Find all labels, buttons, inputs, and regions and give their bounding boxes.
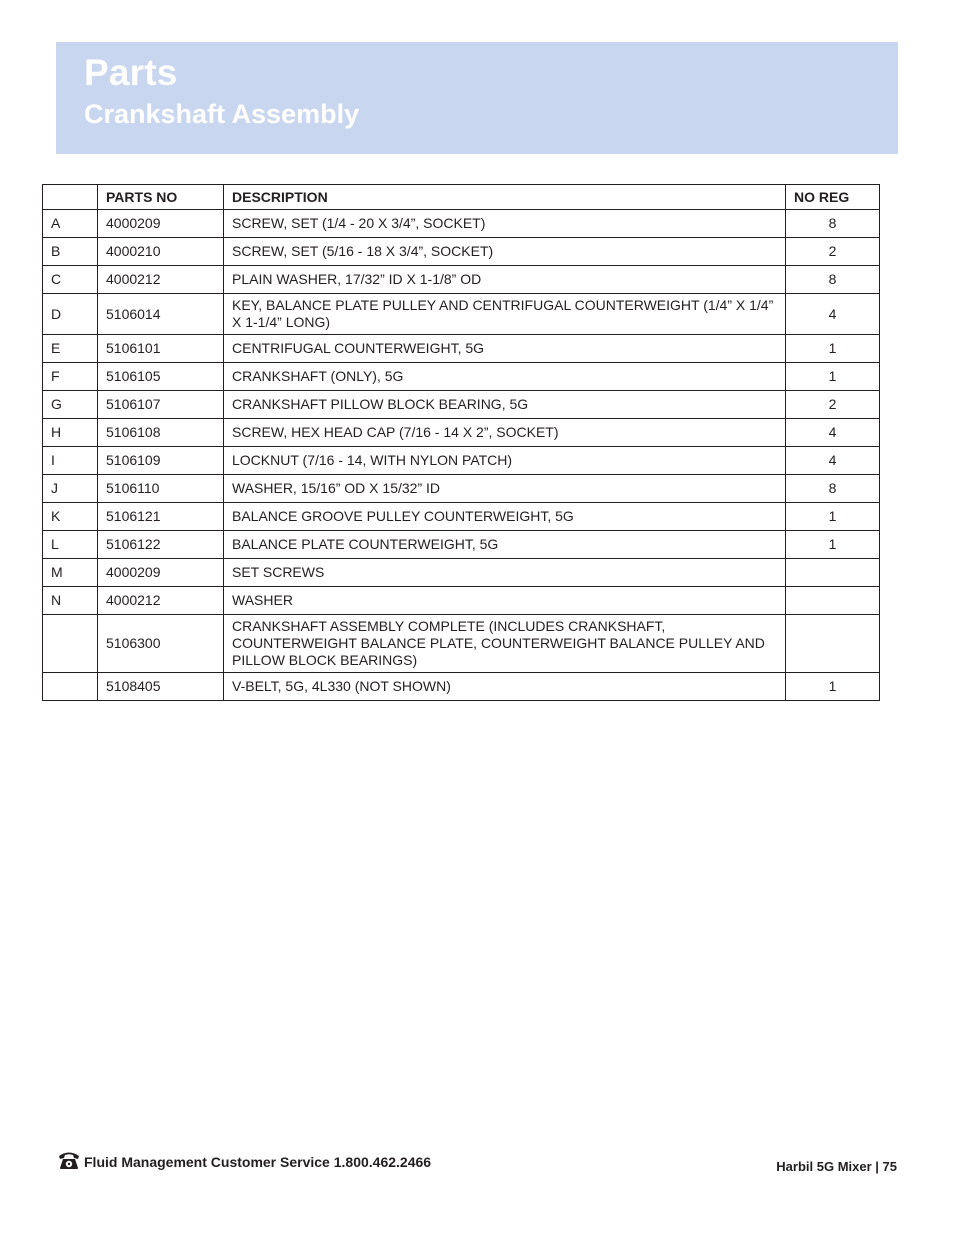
cell-qty — [786, 559, 880, 587]
parts-table-body — [43, 210, 880, 701]
cell-part-no: 5106108 — [98, 419, 224, 447]
cell-qty: 4 — [786, 419, 880, 447]
cell-ref: L — [43, 531, 98, 559]
cell-description: LOCKNUT (7/16 - 14, WITH NYLON PATCH) — [224, 447, 786, 475]
cell-description: SCREW, HEX HEAD CAP (7/16 - 14 X 2”, SOCKET) — [224, 419, 786, 447]
cell-description: SCREW, SET (5/16 - 18 X 3/4”, SOCKET) — [224, 238, 786, 266]
footer-contact-text: Fluid Management Customer Service 1.800.462.2466 — [84, 1154, 432, 1170]
cell-qty: 1 — [786, 673, 880, 701]
cell-qty: 8 — [786, 210, 880, 238]
cell-ref: K — [43, 503, 98, 531]
table-row — [43, 673, 880, 701]
table-row — [43, 238, 880, 266]
cell-ref: G — [43, 391, 98, 419]
page-title: Parts — [84, 52, 178, 93]
column-header-ref — [43, 185, 98, 210]
table-header-row — [43, 185, 880, 210]
cell-part-no: 5106107 — [98, 391, 224, 419]
cell-qty: 8 — [786, 266, 880, 294]
cell-qty: 1 — [786, 363, 880, 391]
cell-ref: J — [43, 475, 98, 503]
cell-part-no: 4000210 — [98, 238, 224, 266]
cell-ref — [43, 673, 98, 701]
cell-qty: 8 — [786, 475, 880, 503]
table-row — [43, 587, 880, 615]
cell-qty: 2 — [786, 238, 880, 266]
table-row — [43, 210, 880, 238]
cell-part-no: 4000209 — [98, 559, 224, 587]
cell-description: SET SCREWS — [224, 559, 786, 587]
cell-part-no: 5106105 — [98, 363, 224, 391]
table-row — [43, 266, 880, 294]
cell-description: WASHER, 15/16” OD X 15/32” ID — [224, 475, 786, 503]
cell-qty: 4 — [786, 294, 880, 335]
cell-description: CRANKSHAFT (ONLY), 5G — [224, 363, 786, 391]
column-header-no-reg: NO REG — [786, 185, 880, 210]
cell-part-no: 5106014 — [98, 294, 224, 335]
table-row — [43, 335, 880, 363]
cell-part-no: 5106300 — [98, 615, 224, 673]
cell-description: BALANCE PLATE COUNTERWEIGHT, 5G — [224, 531, 786, 559]
table-row — [43, 294, 880, 335]
cell-ref: H — [43, 419, 98, 447]
cell-description: SCREW, SET (1/4 - 20 X 3/4”, SOCKET) — [224, 210, 786, 238]
page-subtitle: Crankshaft Assembly — [84, 99, 360, 129]
cell-description: CENTRIFUGAL COUNTERWEIGHT, 5G — [224, 335, 786, 363]
column-header-description: DESCRIPTION — [224, 185, 786, 210]
cell-part-no: 4000212 — [98, 266, 224, 294]
table-row — [43, 475, 880, 503]
table-row — [43, 615, 880, 673]
cell-ref: B — [43, 238, 98, 266]
cell-ref: I — [43, 447, 98, 475]
table-row — [43, 391, 880, 419]
cell-description: KEY, BALANCE PLATE PULLEY AND CENTRIFUGAL COUNTERWEIGHT (1/4” X 1/4” X 1-1/4” LONG) — [224, 294, 786, 335]
cell-ref: D — [43, 294, 98, 335]
cell-description: CRANKSHAFT ASSEMBLY COMPLETE (INCLUDES CRANKSHAFT, COUNTERWEIGHT BALANCE PLATE, COUNTERWEIGHT BALANCE PULLEY AND PILLOW BLOCK BEARINGS) — [224, 615, 786, 673]
table-row — [43, 447, 880, 475]
cell-qty: 1 — [786, 531, 880, 559]
table-row — [43, 419, 880, 447]
cell-ref: F — [43, 363, 98, 391]
column-header-parts-no: PARTS NO — [98, 185, 224, 210]
table-row — [43, 559, 880, 587]
cell-ref — [43, 615, 98, 673]
cell-part-no: 5106121 — [98, 503, 224, 531]
table-row — [43, 363, 880, 391]
header-band — [56, 42, 898, 154]
cell-qty: 1 — [786, 503, 880, 531]
telephone-icon — [57, 1150, 81, 1170]
footer-contact — [57, 1152, 431, 1172]
cell-part-no: 5108405 — [98, 673, 224, 701]
cell-description: PLAIN WASHER, 17/32” ID X 1-1/8” OD — [224, 266, 786, 294]
table-row — [43, 503, 880, 531]
cell-ref: A — [43, 210, 98, 238]
cell-description: BALANCE GROOVE PULLEY COUNTERWEIGHT, 5G — [224, 503, 786, 531]
parts-table — [42, 184, 880, 701]
cell-qty: 2 — [786, 391, 880, 419]
cell-part-no: 5106122 — [98, 531, 224, 559]
footer-page-info: Harbil 5G Mixer | 75 — [776, 1159, 897, 1174]
cell-qty: 4 — [786, 447, 880, 475]
table-row — [43, 531, 880, 559]
cell-description: V-BELT, 5G, 4L330 (NOT SHOWN) — [224, 673, 786, 701]
cell-qty — [786, 587, 880, 615]
cell-part-no: 5106110 — [98, 475, 224, 503]
cell-description: WASHER — [224, 587, 786, 615]
cell-description: CRANKSHAFT PILLOW BLOCK BEARING, 5G — [224, 391, 786, 419]
cell-ref: E — [43, 335, 98, 363]
cell-ref: M — [43, 559, 98, 587]
cell-ref: C — [43, 266, 98, 294]
cell-part-no: 4000209 — [98, 210, 224, 238]
cell-qty — [786, 615, 880, 673]
cell-part-no: 5106101 — [98, 335, 224, 363]
cell-qty: 1 — [786, 335, 880, 363]
cell-part-no: 5106109 — [98, 447, 224, 475]
cell-part-no: 4000212 — [98, 587, 224, 615]
cell-ref: N — [43, 587, 98, 615]
